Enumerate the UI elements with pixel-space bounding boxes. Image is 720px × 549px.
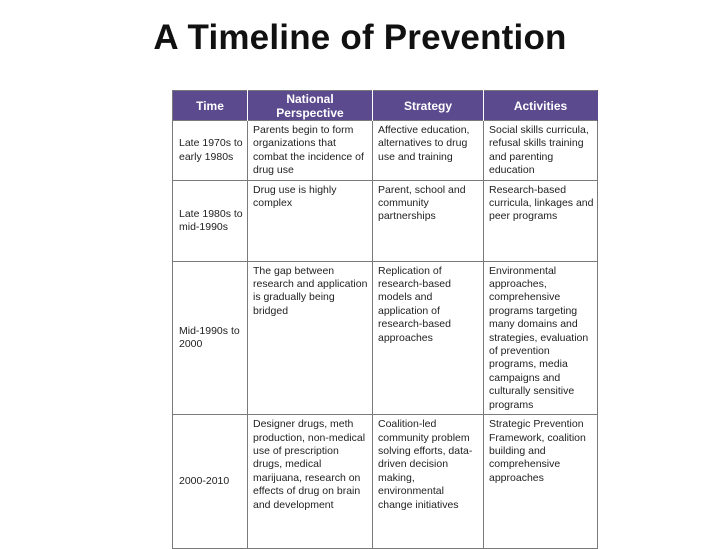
activities-cell: Research-based curricula, linkages and peer programs (484, 180, 598, 261)
table-row (173, 261, 598, 414)
slide-title: A Timeline of Prevention (153, 18, 567, 57)
header-national-perspective: National Perspective (248, 91, 373, 121)
timeline-table (172, 90, 598, 549)
time-cell: 2000-2010 (173, 415, 248, 549)
activities-cell: Environmental approaches, comprehensive programs targeting many domains and strategies, evaluation of prevention programs, media campaigns and culturally sensitive programs (484, 261, 598, 414)
strategy-cell: Affective education, alternatives to drug use and training (373, 121, 484, 181)
header-activities: Activities (484, 91, 598, 121)
activities-cell: Strategic Prevention Framework, coalition building and comprehensive approaches (484, 415, 598, 549)
table-header-row (173, 91, 598, 121)
header-time: Time (173, 91, 248, 121)
header-strategy: Strategy (373, 91, 484, 121)
time-cell: Mid-1990s to 2000 (173, 261, 248, 414)
strategy-cell: Parent, school and community partnerships (373, 180, 484, 261)
time-cell: Late 1980s to mid-1990s (173, 180, 248, 261)
table-row (173, 415, 598, 549)
strategy-cell: Coalition-led community problem solving efforts, data-driven decision making, environmental change initiatives (373, 415, 484, 549)
time-cell: Late 1970s to early 1980s (173, 121, 248, 181)
table-row (173, 180, 598, 261)
national-perspective-cell: Designer drugs, meth production, non-medical use of prescription drugs, medical marijuana, research on effects of drug on brain and development (248, 415, 373, 549)
national-perspective-cell: Drug use is highly complex (248, 180, 373, 261)
activities-cell: Social skills curricula, refusal skills training and parenting education (484, 121, 598, 181)
national-perspective-cell: The gap between research and application is gradually being bridged (248, 261, 373, 414)
table-row (173, 121, 598, 181)
national-perspective-cell: Parents begin to form organizations that combat the incidence of drug use (248, 121, 373, 181)
strategy-cell: Replication of research-based models and application of research-based approaches (373, 261, 484, 414)
